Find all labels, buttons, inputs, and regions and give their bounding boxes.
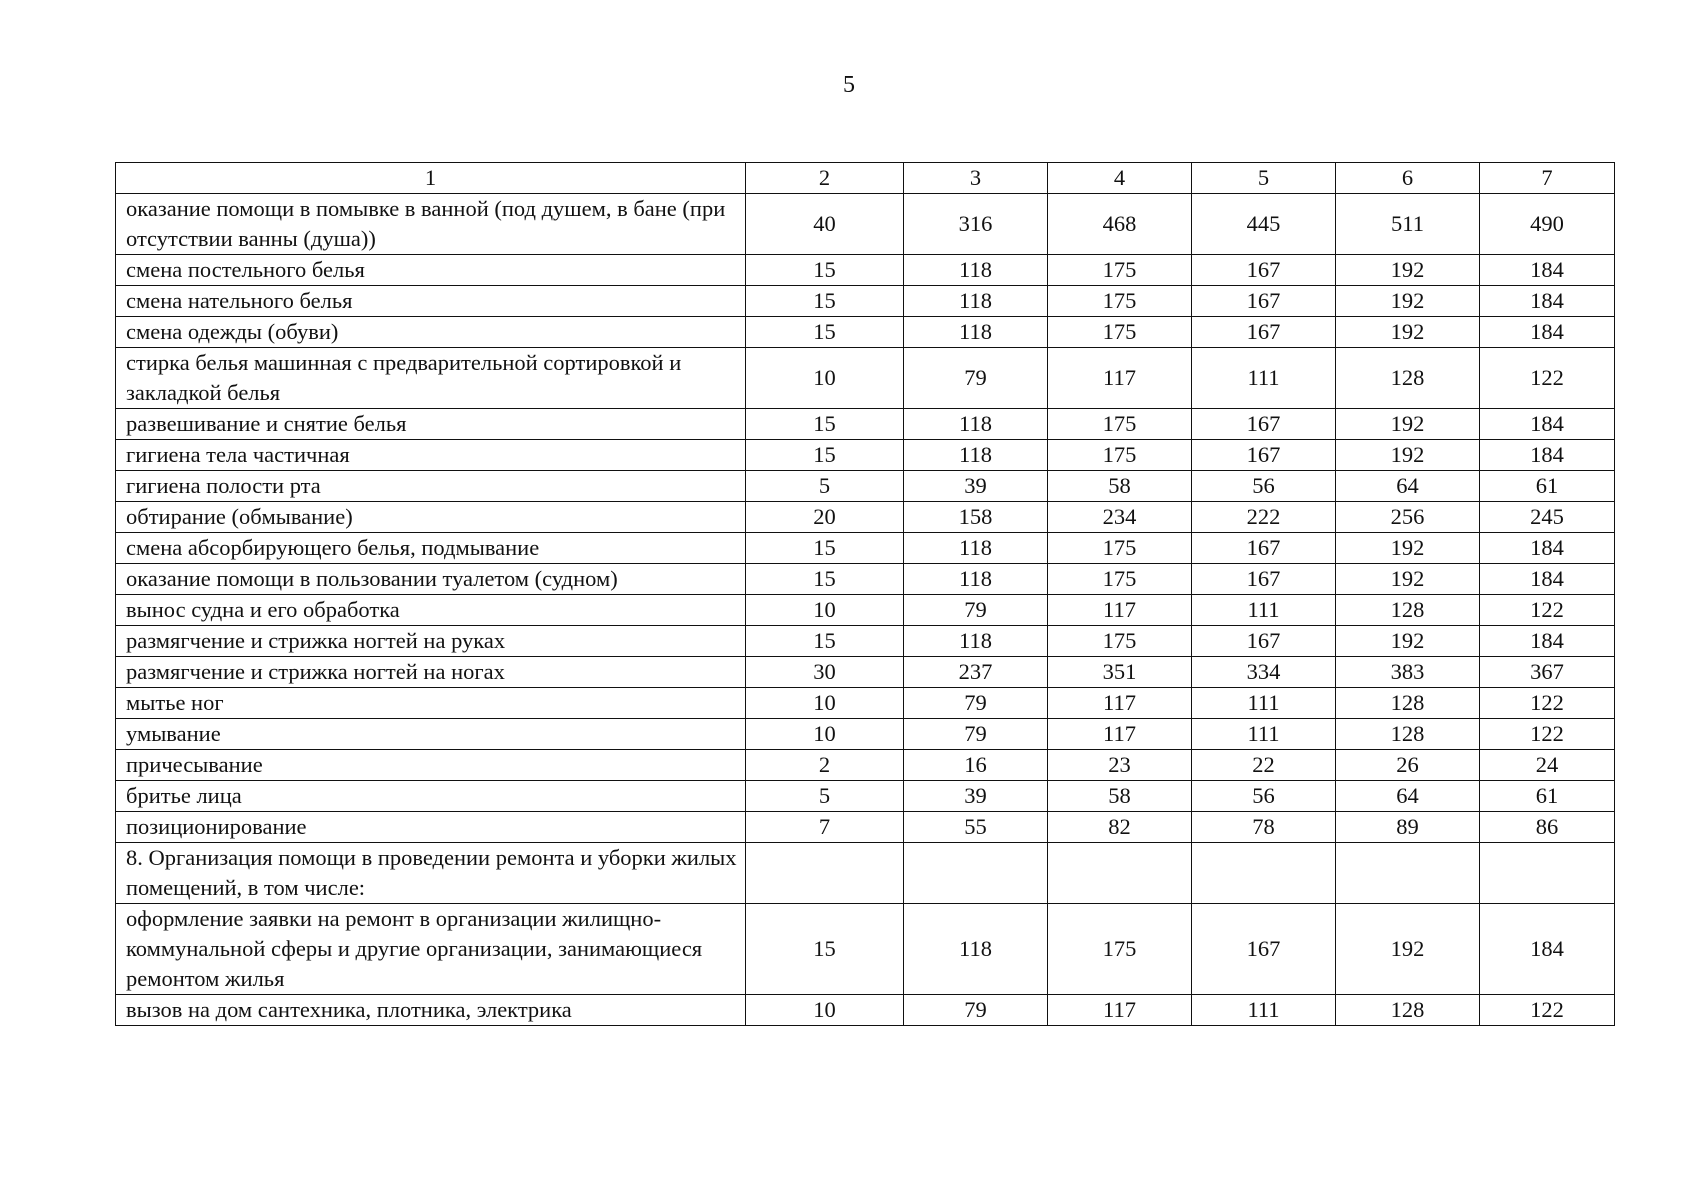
service-name-cell: гигиена полости рта: [116, 471, 746, 502]
value-cell: 184: [1480, 286, 1615, 317]
table-row: [116, 317, 1615, 348]
table-row: [116, 995, 1615, 1026]
column-header: 4: [1048, 163, 1192, 194]
value-cell: 5: [746, 781, 904, 812]
value-cell: 118: [904, 904, 1048, 995]
value-cell: 118: [904, 564, 1048, 595]
value-cell: 122: [1480, 688, 1615, 719]
service-name-cell: умывание: [116, 719, 746, 750]
value-cell: 79: [904, 595, 1048, 626]
value-cell: 23: [1048, 750, 1192, 781]
value-cell: 56: [1192, 471, 1336, 502]
service-name-cell: оформление заявки на ремонт в организации жилищно-коммунальной сферы и другие организации, занимающиеся ремонтом жилья: [116, 904, 746, 995]
value-cell: 256: [1336, 502, 1480, 533]
table-row: [116, 502, 1615, 533]
value-cell: 15: [746, 409, 904, 440]
page-number: 5: [843, 72, 855, 98]
table-row: [116, 255, 1615, 286]
value-cell: 128: [1336, 348, 1480, 409]
table-row: [116, 595, 1615, 626]
value-cell: 111: [1192, 995, 1336, 1026]
value-cell: 56: [1192, 781, 1336, 812]
value-cell: [1048, 843, 1192, 904]
value-cell: 82: [1048, 812, 1192, 843]
value-cell: 64: [1336, 471, 1480, 502]
value-cell: 117: [1048, 595, 1192, 626]
value-cell: 175: [1048, 286, 1192, 317]
value-cell: 122: [1480, 348, 1615, 409]
value-cell: [1336, 843, 1480, 904]
value-cell: 89: [1336, 812, 1480, 843]
value-cell: 122: [1480, 995, 1615, 1026]
value-cell: 22: [1192, 750, 1336, 781]
service-name-cell: размягчение и стрижка ногтей на ногах: [116, 657, 746, 688]
value-cell: 234: [1048, 502, 1192, 533]
value-cell: 111: [1192, 719, 1336, 750]
column-header: 6: [1336, 163, 1480, 194]
service-name-cell: смена нательного белья: [116, 286, 746, 317]
service-name-cell: смена одежды (обуви): [116, 317, 746, 348]
value-cell: 192: [1336, 286, 1480, 317]
value-cell: 184: [1480, 255, 1615, 286]
service-name-cell: гигиена тела частичная: [116, 440, 746, 471]
value-cell: 245: [1480, 502, 1615, 533]
value-cell: 118: [904, 626, 1048, 657]
table-row: [116, 348, 1615, 409]
value-cell: 20: [746, 502, 904, 533]
table-row: [116, 904, 1615, 995]
value-cell: 26: [1336, 750, 1480, 781]
table-body: [116, 194, 1615, 1026]
value-cell: 122: [1480, 595, 1615, 626]
value-cell: 79: [904, 348, 1048, 409]
value-cell: 55: [904, 812, 1048, 843]
value-cell: 184: [1480, 626, 1615, 657]
value-cell: 167: [1192, 440, 1336, 471]
service-name-cell: мытье ног: [116, 688, 746, 719]
value-cell: 237: [904, 657, 1048, 688]
value-cell: 118: [904, 440, 1048, 471]
table-row: [116, 564, 1615, 595]
value-cell: 2: [746, 750, 904, 781]
value-cell: 128: [1336, 688, 1480, 719]
value-cell: 10: [746, 348, 904, 409]
service-name-cell: причесывание: [116, 750, 746, 781]
value-cell: 118: [904, 286, 1048, 317]
value-cell: 15: [746, 904, 904, 995]
value-cell: 128: [1336, 595, 1480, 626]
value-cell: 58: [1048, 471, 1192, 502]
value-cell: 184: [1480, 317, 1615, 348]
value-cell: 117: [1048, 719, 1192, 750]
value-cell: 175: [1048, 255, 1192, 286]
value-cell: 39: [904, 471, 1048, 502]
table-row: [116, 812, 1615, 843]
value-cell: 222: [1192, 502, 1336, 533]
table-row: [116, 194, 1615, 255]
value-cell: 490: [1480, 194, 1615, 255]
column-header: 1: [116, 163, 746, 194]
value-cell: 5: [746, 471, 904, 502]
value-cell: 334: [1192, 657, 1336, 688]
value-cell: 118: [904, 255, 1048, 286]
table-row: [116, 626, 1615, 657]
value-cell: 468: [1048, 194, 1192, 255]
value-cell: 118: [904, 409, 1048, 440]
table-row: [116, 688, 1615, 719]
column-header: 7: [1480, 163, 1615, 194]
service-name-cell: размягчение и стрижка ногтей на руках: [116, 626, 746, 657]
value-cell: 167: [1192, 564, 1336, 595]
table-row: [116, 533, 1615, 564]
value-cell: 167: [1192, 317, 1336, 348]
value-cell: 351: [1048, 657, 1192, 688]
value-cell: 86: [1480, 812, 1615, 843]
value-cell: 79: [904, 688, 1048, 719]
value-cell: 184: [1480, 564, 1615, 595]
value-cell: 167: [1192, 286, 1336, 317]
value-cell: 7: [746, 812, 904, 843]
value-cell: 58: [1048, 781, 1192, 812]
value-cell: 316: [904, 194, 1048, 255]
value-cell: 192: [1336, 440, 1480, 471]
table-header-row: [116, 163, 1615, 194]
table-row: [116, 843, 1615, 904]
column-header: 2: [746, 163, 904, 194]
value-cell: 192: [1336, 255, 1480, 286]
value-cell: 167: [1192, 255, 1336, 286]
service-name-cell: оказание помощи в помывке в ванной (под душем, в бане (при отсутствии ванны (душа)): [116, 194, 746, 255]
value-cell: 64: [1336, 781, 1480, 812]
value-cell: 192: [1336, 904, 1480, 995]
value-cell: 175: [1048, 440, 1192, 471]
value-cell: 175: [1048, 564, 1192, 595]
table-row: [116, 440, 1615, 471]
value-cell: 128: [1336, 995, 1480, 1026]
value-cell: 15: [746, 626, 904, 657]
value-cell: 117: [1048, 688, 1192, 719]
service-name-cell: стирка белья машинная с предварительной сортировкой и закладкой белья: [116, 348, 746, 409]
column-header: 3: [904, 163, 1048, 194]
service-name-cell: 8. Организация помощи в проведении ремонта и уборки жилых помещений, в том числе:: [116, 843, 746, 904]
value-cell: 192: [1336, 564, 1480, 595]
value-cell: 128: [1336, 719, 1480, 750]
value-cell: [1480, 843, 1615, 904]
value-cell: 192: [1336, 626, 1480, 657]
value-cell: 184: [1480, 409, 1615, 440]
value-cell: 10: [746, 719, 904, 750]
table-row: [116, 781, 1615, 812]
value-cell: 118: [904, 533, 1048, 564]
service-name-cell: развешивание и снятие белья: [116, 409, 746, 440]
value-cell: 184: [1480, 904, 1615, 995]
service-name-cell: позиционирование: [116, 812, 746, 843]
value-cell: 511: [1336, 194, 1480, 255]
value-cell: 175: [1048, 904, 1192, 995]
value-cell: 79: [904, 719, 1048, 750]
value-cell: 175: [1048, 533, 1192, 564]
table-row: [116, 719, 1615, 750]
value-cell: 15: [746, 317, 904, 348]
value-cell: 122: [1480, 719, 1615, 750]
table-row: [116, 750, 1615, 781]
value-cell: 78: [1192, 812, 1336, 843]
service-name-cell: вынос судна и его обработка: [116, 595, 746, 626]
value-cell: 15: [746, 564, 904, 595]
value-cell: 10: [746, 688, 904, 719]
value-cell: 15: [746, 533, 904, 564]
value-cell: [1192, 843, 1336, 904]
services-table: [115, 162, 1615, 1026]
value-cell: [746, 843, 904, 904]
value-cell: 175: [1048, 626, 1192, 657]
value-cell: 117: [1048, 995, 1192, 1026]
value-cell: 445: [1192, 194, 1336, 255]
value-cell: 175: [1048, 409, 1192, 440]
table-row: [116, 471, 1615, 502]
value-cell: 192: [1336, 533, 1480, 564]
value-cell: 167: [1192, 904, 1336, 995]
value-cell: 167: [1192, 626, 1336, 657]
service-name-cell: оказание помощи в пользовании туалетом (судном): [116, 564, 746, 595]
value-cell: 184: [1480, 533, 1615, 564]
value-cell: 15: [746, 286, 904, 317]
service-name-cell: смена абсорбирующего белья, подмывание: [116, 533, 746, 564]
value-cell: 192: [1336, 317, 1480, 348]
service-name-cell: смена постельного белья: [116, 255, 746, 286]
value-cell: 192: [1336, 409, 1480, 440]
value-cell: 40: [746, 194, 904, 255]
value-cell: 167: [1192, 533, 1336, 564]
value-cell: 175: [1048, 317, 1192, 348]
value-cell: 24: [1480, 750, 1615, 781]
value-cell: 61: [1480, 471, 1615, 502]
value-cell: 15: [746, 255, 904, 286]
service-name-cell: вызов на дом сантехника, плотника, электрика: [116, 995, 746, 1026]
value-cell: 117: [1048, 348, 1192, 409]
value-cell: 158: [904, 502, 1048, 533]
value-cell: 111: [1192, 688, 1336, 719]
value-cell: 79: [904, 995, 1048, 1026]
table-row: [116, 286, 1615, 317]
value-cell: 10: [746, 595, 904, 626]
service-name-cell: обтирание (обмывание): [116, 502, 746, 533]
value-cell: 10: [746, 995, 904, 1026]
value-cell: 61: [1480, 781, 1615, 812]
value-cell: 184: [1480, 440, 1615, 471]
value-cell: 167: [1192, 409, 1336, 440]
table-row: [116, 409, 1615, 440]
value-cell: 111: [1192, 595, 1336, 626]
value-cell: 383: [1336, 657, 1480, 688]
value-cell: 16: [904, 750, 1048, 781]
service-name-cell: бритье лица: [116, 781, 746, 812]
table-row: [116, 657, 1615, 688]
value-cell: [904, 843, 1048, 904]
value-cell: 118: [904, 317, 1048, 348]
column-header: 5: [1192, 163, 1336, 194]
value-cell: 15: [746, 440, 904, 471]
value-cell: 39: [904, 781, 1048, 812]
value-cell: 111: [1192, 348, 1336, 409]
value-cell: 30: [746, 657, 904, 688]
value-cell: 367: [1480, 657, 1615, 688]
